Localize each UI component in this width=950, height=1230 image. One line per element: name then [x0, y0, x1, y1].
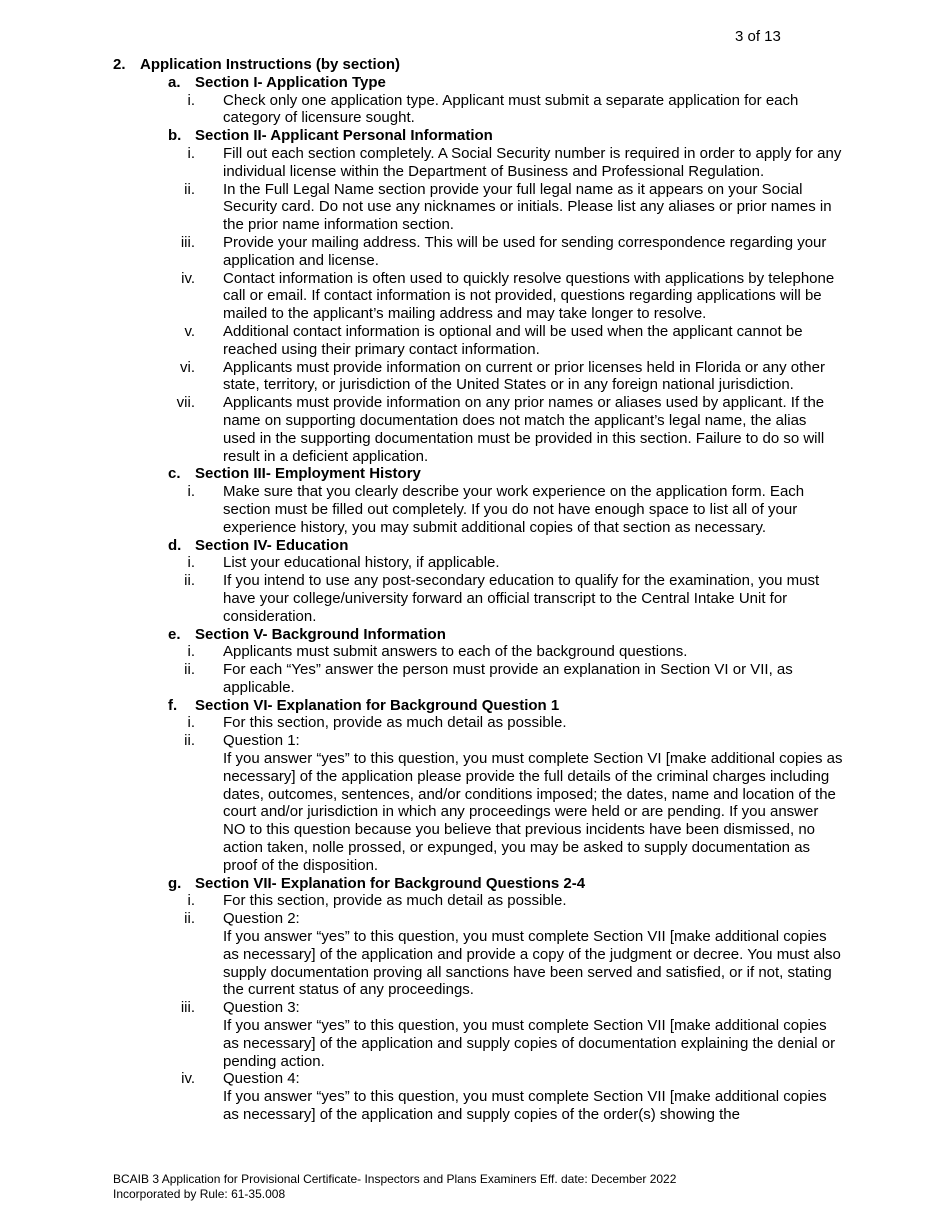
- page-number: 3 of 13: [735, 28, 781, 45]
- section-block: [168, 626, 843, 697]
- item-numeral: i.: [187, 714, 195, 732]
- section-letter: c.: [168, 465, 181, 483]
- section-block: [168, 74, 843, 127]
- section-heading: [168, 875, 843, 893]
- item-text: Fill out each section completely. A Social Security number is required in order to apply for any individual license within the Department of Business and Professional Regulation.: [223, 144, 842, 180]
- document-body: [113, 56, 843, 1124]
- list-item: [168, 892, 843, 910]
- main-heading: [113, 56, 843, 74]
- list-item: [168, 643, 843, 661]
- item-numeral: iii.: [180, 999, 195, 1017]
- list-item: [168, 145, 843, 181]
- list-item: [168, 732, 843, 874]
- item-detail: If you answer “yes” to this question, you must complete Section VII [make additional copies as necessary] of the application and provide a copy of the judgment or decree. You must also supply documentation proving all sanctions have been served and satisfied, or if not, stating the current status of any proceedings.: [223, 928, 841, 999]
- section-block: [168, 875, 843, 1124]
- section-letter: f.: [168, 696, 178, 714]
- list-item: [168, 999, 843, 1070]
- item-text: Applicants must provide information on any prior names or aliases used by applicant. If the name on supporting documentation does not match the applicant’s legal name, the alias used in the supporting documentation must be provided in this section. Failure to do so will result in a deficient application.: [223, 394, 825, 465]
- item-text: For this section, provide as much detail as possible.: [223, 714, 567, 732]
- footer-form-title: BCAIB 3 Application for Provisional Certificate- Inspectors and Plans Examiners Eff. date: December 2022: [113, 1172, 677, 1186]
- item-detail: If you answer “yes” to this question, you must complete Section VII [make additional copies as necessary] of the application and supply copies of the order(s) showing the: [223, 1088, 827, 1124]
- item-text: Question 2:: [223, 910, 300, 928]
- item-numeral: ii.: [184, 180, 195, 198]
- page-footer: [113, 1172, 676, 1201]
- section-block: [168, 537, 843, 626]
- item-numeral: iv.: [181, 269, 195, 287]
- item-text: Make sure that you clearly describe your work experience on the application form. Each section must be filled out completely. If you do not have enough space to list all of your experience history, you may submit additional copies of that section as necessary.: [223, 483, 805, 536]
- section-letter: a.: [168, 73, 181, 91]
- item-text: For this section, provide as much detail as possible.: [223, 892, 567, 910]
- list-item: [168, 714, 843, 732]
- item-numeral: iv.: [181, 1070, 195, 1088]
- list-item: [168, 323, 843, 359]
- section-block: [168, 465, 843, 536]
- item-numeral: vi.: [180, 358, 195, 376]
- item-text: Applicants must submit answers to each of the background questions.: [223, 643, 688, 661]
- section-title: Section V- Background Information: [195, 625, 446, 643]
- section-letter: g.: [168, 874, 182, 892]
- item-text: Additional contact information is optional and will be used when the applicant cannot be reached using their primary contact information.: [223, 322, 803, 358]
- section-heading: [168, 465, 843, 483]
- list-item: [168, 359, 843, 395]
- list-item: [168, 554, 843, 572]
- sections-list: [113, 74, 843, 1124]
- item-numeral: ii.: [184, 732, 195, 750]
- item-text: List your educational history, if applicable.: [223, 554, 500, 572]
- item-text: Question 4:: [223, 1070, 300, 1088]
- item-numeral: i.: [187, 144, 195, 162]
- list-item: [168, 572, 843, 625]
- item-text: Contact information is often used to quickly resolve questions with applications by telephone call or email. If contact information is not provided, questions regarding applications will be mailed to the applicant’s mailing address and may take longer to resolve.: [223, 269, 835, 323]
- item-numeral: ii.: [184, 661, 195, 679]
- section-title: Section IV- Education: [195, 536, 349, 554]
- item-text: In the Full Legal Name section provide your full legal name as it appears on your Social Security card. Do not use any nicknames or initials. Please list any aliases or prior names in the prior name information section.: [223, 180, 832, 234]
- item-numeral: i.: [187, 643, 195, 661]
- section-letter: e.: [168, 625, 181, 643]
- section-block: [168, 697, 843, 875]
- section-letter: b.: [168, 127, 182, 145]
- item-numeral: iii.: [180, 233, 195, 251]
- item-numeral: ii.: [184, 910, 195, 928]
- item-numeral: vii.: [176, 394, 195, 412]
- list-item: [168, 661, 843, 697]
- section-title: Section II- Applicant Personal Information: [195, 127, 493, 145]
- section-title: Section VI- Explanation for Background Question 1: [195, 696, 560, 714]
- item-numeral: ii.: [184, 572, 195, 590]
- list-item: [168, 394, 843, 465]
- item-text: Check only one application type. Applicant must submit a separate application for each category of licensure sought.: [223, 91, 799, 127]
- section-heading: [168, 626, 843, 644]
- list-item: [168, 270, 843, 323]
- item-text: For each “Yes” answer the person must provide an explanation in Section VI or VII, as applicable.: [223, 661, 793, 696]
- list-item: [168, 181, 843, 234]
- list-item: [168, 483, 843, 536]
- footer-rule: Incorporated by Rule: 61-35.008: [113, 1186, 286, 1201]
- section-heading: [168, 697, 843, 715]
- main-heading-number: 2.: [113, 56, 126, 73]
- section-title: Section I- Application Type: [195, 73, 386, 91]
- item-numeral: i.: [187, 91, 195, 109]
- item-detail: If you answer “yes” to this question, you must complete Section VI [make additional copies as necessary] of the application please provide the full details of the criminal charges including dates, outcomes, sentences, and/or conditions imposed; the dates, name and location of the court and/or jurisdiction in which any proceedings were held or are pending. If you answer NO to this question because you believe that previous incidents have been dismissed, no action taken, nolle prossed, or expunged, you may be asked to supply documentation as proof of the disposition.: [223, 750, 843, 874]
- item-numeral: i.: [187, 483, 195, 501]
- section-letter: d.: [168, 536, 182, 554]
- section-block: [168, 127, 843, 465]
- item-text: Question 1:: [223, 732, 300, 750]
- section-heading: [168, 127, 843, 145]
- item-numeral: i.: [187, 554, 195, 572]
- item-text: Applicants must provide information on current or prior licenses held in Florida or any other state, territory, or jurisdiction of the United States or in any foreign national jurisdiction.: [223, 358, 825, 394]
- list-item: [168, 1070, 843, 1123]
- item-numeral: i.: [187, 892, 195, 910]
- section-title: Section III- Employment History: [195, 465, 421, 483]
- item-text: Provide your mailing address. This will be used for sending correspondence regarding your application and license.: [223, 233, 827, 269]
- list-item: [168, 910, 843, 999]
- list-item: [168, 92, 843, 128]
- list-item: [168, 234, 843, 270]
- section-heading: [168, 74, 843, 92]
- item-detail: If you answer “yes” to this question, you must complete Section VII [make additional copies as necessary] of the application and supply copies of documentation explaining the denial or pending action.: [223, 1017, 836, 1070]
- section-heading: [168, 537, 843, 555]
- item-text: If you intend to use any post-secondary education to qualify for the examination, you must have your college/university forward an official transcript to the Central Intake Unit for consideration.: [223, 572, 820, 625]
- section-title: Section VII- Explanation for Background Questions 2-4: [195, 874, 586, 892]
- main-heading-title: Application Instructions (by section): [140, 56, 401, 73]
- item-text: Question 3:: [223, 999, 300, 1017]
- item-numeral: v.: [184, 322, 195, 340]
